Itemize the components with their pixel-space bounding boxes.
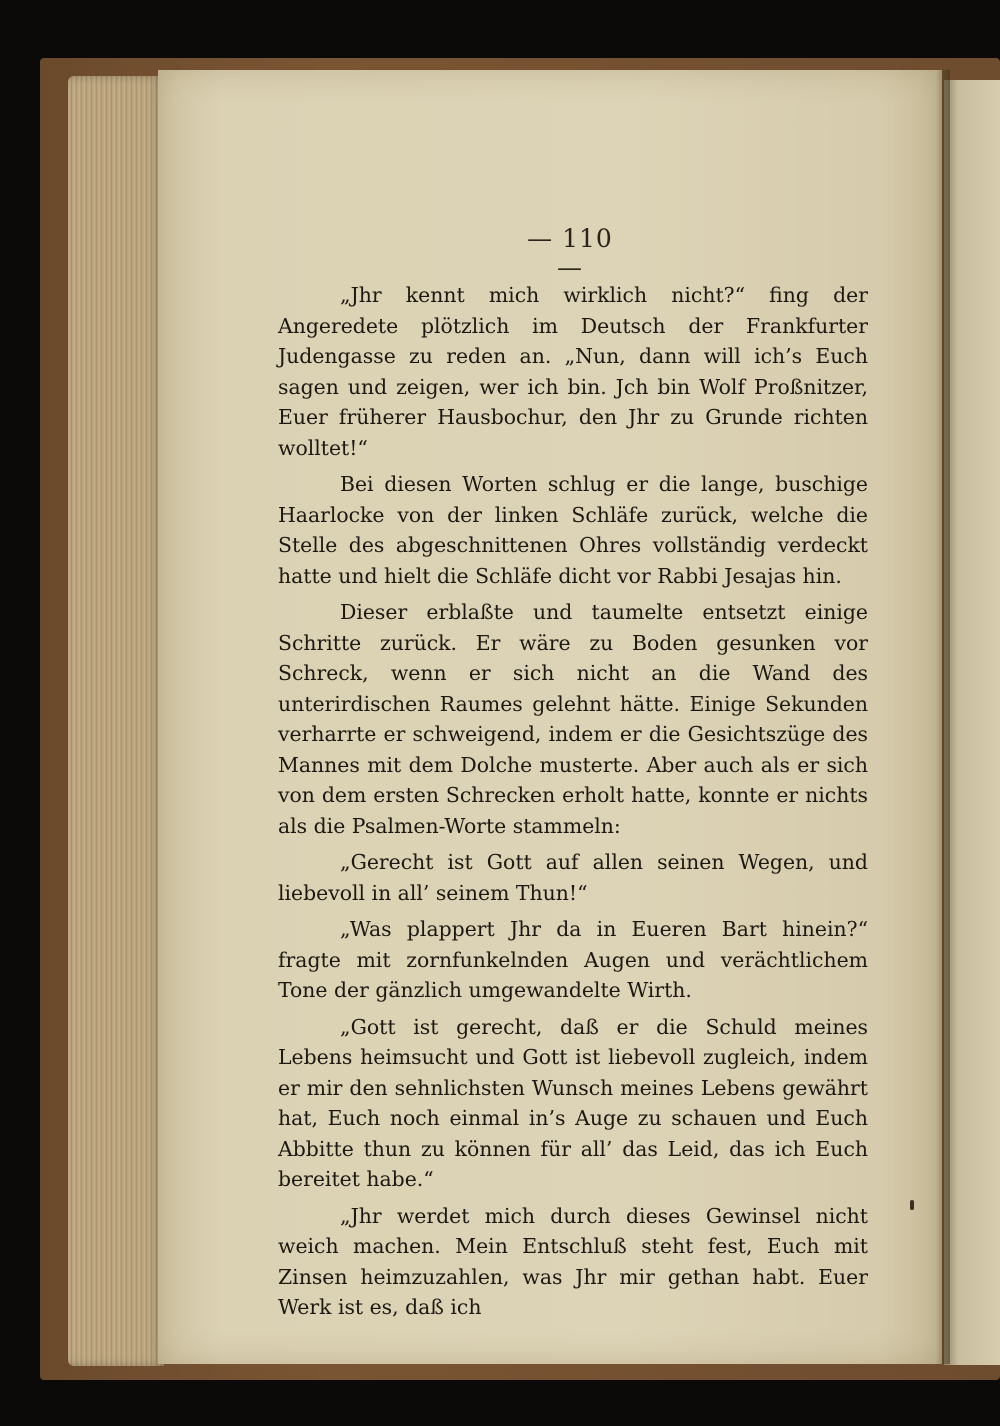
paragraph: „Gott ist gerecht, daß er die Schuld meines Lebens heimsucht und Gott ist liebevoll zugleich, indem er mir den sehnlichsten Wunsch meines Lebens gewährt hat, Euch noch einmal in’s Auge zu schauen und Euch Abbitte thun zu können für all’ das Leid, das ich Euch bereitet habe.“	[278, 1014, 868, 1191]
page-number: — 110 —	[527, 224, 613, 282]
paragraph: „Jhr kennt mich wirklich nicht?“ fing der Angeredete plötzlich im Deutsch der Frankfurter Judengasse zu reden an. „Nun, dann will ich’s Euch sagen und zeigen, wer ich bin. Jch bin Wolf Proßnitzer, Euer früherer Hausbochur, den Jhr zu Grunde richten wolltet!“	[278, 283, 868, 460]
paragraph: „Gerecht ist Gott auf allen seinen Wegen, und liebevoll in all’ seinem Thun!“	[278, 850, 868, 905]
ink-mark	[910, 1200, 914, 1210]
page-edges	[68, 76, 164, 1366]
paragraph: Dieser erblaßte und taumelte entsetzt einige Schritte zurück. Er wäre zu Boden gesunken vor Schreck, wenn er sich nicht an die Wand des unterirdischen Raumes gelehnt hätte. Einige Sekunden verharrte er schweigend, indem er die Gesichtszüge des Mannes mit dem Dolche musterte. Aber auch als er sich von dem ersten Schrecken erholt hatte, konnte er nichts als die Psalmen-Worte stammeln:	[278, 600, 868, 838]
paragraph: „Jhr werdet mich durch dieses Gewinsel nicht weich machen. Mein Entschluß steht fest, Euch mit Zinsen heimzuzahlen, was Jhr mir gethan habt. Euer Werk ist es, daß ich	[278, 1203, 868, 1319]
paragraph: „Was plappert Jhr da in Eueren Bart hinein?“ fragte mit zornfunkelnden Augen und verächtlichem Tone der gänzlich umgewandelte Wirth.	[278, 917, 868, 1002]
gutter-shadow	[936, 70, 950, 1364]
page-text	[278, 280, 868, 1329]
paragraph: Bei diesen Worten schlug er die lange, buschige Haarlocke von der linken Schläfe zurück, welche die Stelle des abgeschnittenen Ohres vollständig verdeckt hatte und hielt die Schläfe dicht vor Rabbi Jesajas hin.	[278, 472, 868, 588]
facing-page	[944, 80, 1000, 1365]
